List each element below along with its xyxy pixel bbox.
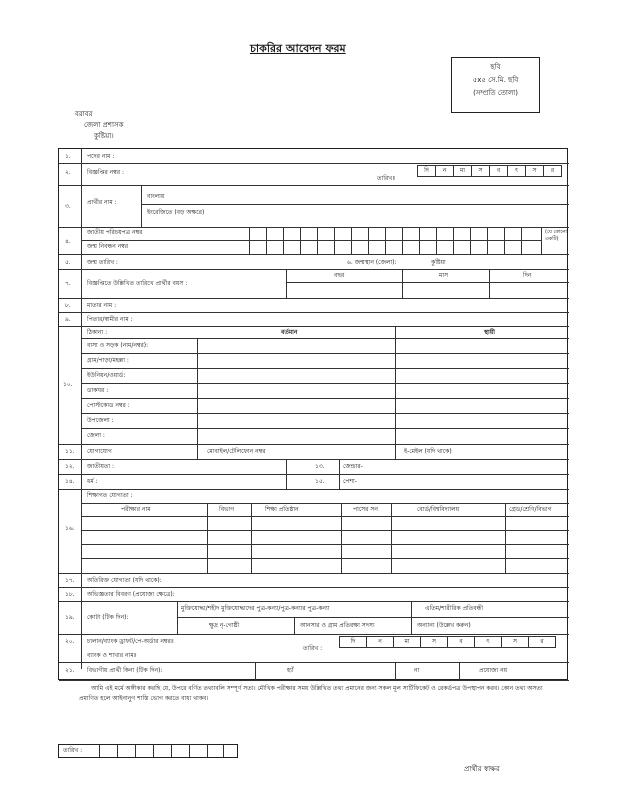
nationality-label: জাতীয়তা : <box>87 463 115 470</box>
address-to: বরাবর <box>75 110 93 118</box>
photo-box[interactable] <box>451 57 540 113</box>
quota-ethnic[interactable]: ক্ষুদ্র নৃ-গোষ্ঠী <box>209 622 240 629</box>
row17-number: ১৭. <box>65 577 75 584</box>
nid-label: জাতীয় পরিচয়পত্র নম্বর <box>87 229 143 236</box>
date-cell[interactable]: স <box>501 636 529 648</box>
edu-col-exam: পরীক্ষার নাম <box>121 506 151 513</box>
row16-number: ১৬. <box>65 525 75 532</box>
address-place: কুষ্টিয়া। <box>94 132 114 140</box>
post-name-label: পদের নাম : <box>87 153 115 160</box>
row19-number: ১৯. <box>65 614 75 621</box>
edu-col-group: বিভাগ <box>219 506 235 513</box>
form-title: চাকরির আবেদন ফরম <box>250 42 346 55</box>
row18-number: ১৮. <box>65 591 75 598</box>
date-cell[interactable]: ন <box>366 636 394 648</box>
row9-number: ৯. <box>65 316 71 323</box>
applicant-name-label: প্রার্থীর নাম : <box>87 199 117 206</box>
quota-label: কোটা (টিক দিন): <box>87 614 129 621</box>
dob-label: জন্ম তারিখ : <box>87 259 118 266</box>
gender-number: ১৩. <box>315 463 325 470</box>
address-postcode-label: পোস্টকোড নম্বর : <box>87 402 130 409</box>
date-cell[interactable]: দি <box>339 636 367 648</box>
gender-label: জেন্ডার- <box>343 463 363 470</box>
birthplace-label: ৬. জন্মস্থান (জেলা): <box>347 259 397 266</box>
photo-line-3: (সম্প্রতি তোলা) <box>473 89 518 97</box>
date-cell[interactable]: স <box>525 165 544 177</box>
edu-col-board: বোর্ড/বিশ্ববিদ্যালয় <box>417 506 460 513</box>
address-upazila-label: উপজেলা : <box>87 417 114 424</box>
date-cell[interactable]: ৎ <box>507 165 526 177</box>
experience-label: অভিজ্ঞতার বিবরণ (প্রযোজ্য ক্ষেত্রে): <box>87 591 175 598</box>
date-cell[interactable]: ন <box>435 165 454 177</box>
declaration-text: আমি এই মর্মে অঙ্গীকার করছি যে, উপরে বর্ণিত তথ্যাবলি সম্পূর্ণ সত্য। মৌখিক পরীক্ষার সময় উল্লিখিত তথ্য প্রমানের জন্য সকল মূল সার্টিফিকেট ও রেকর্ডপত্র উপস্থাপন করব। কোন তথ্য অসত্য প্রমাণিত হলে আইনানুগ শাস্তি ভোগ করতে বাধ্য থাকব। <box>79 685 543 702</box>
row14-number: ১৪. <box>65 478 75 485</box>
present-address-header: বর্তমান <box>281 329 298 336</box>
date-cell[interactable]: ব <box>489 165 508 177</box>
address-house-road-label: বাসা ও সড়ক (নাম/নম্বর): <box>87 342 149 349</box>
footer-date-boxes[interactable] <box>58 744 238 758</box>
applicant-signature-label: প্রার্থীর স্বাক্ষর <box>464 765 500 773</box>
name-bangla-label: বাংলায় <box>147 193 165 200</box>
quota-freedom-fighter[interactable]: মুক্তিযোদ্ধা/শহীদ মুক্তিযোদ্ধাদের পুত্র-কন্যা/পুত্র-কন্যার পুত্র-কন্যা <box>181 605 330 612</box>
date-cell[interactable]: স <box>420 636 448 648</box>
address-post-office-label: ডাকঘর : <box>87 387 109 394</box>
email-label: ই-মেইল (যদি থাকে) <box>404 448 452 455</box>
edu-col-institution: শিক্ষা প্রতিষ্ঠান <box>265 506 299 513</box>
row8-number: ৮. <box>65 302 71 309</box>
row20-number: ২০. <box>65 638 75 645</box>
date-cell[interactable]: ব <box>447 636 475 648</box>
age-label: বিজ্ঞপ্তিতে উল্লিখিত তারিখে প্রার্থীর বয়স : <box>87 280 188 287</box>
row1-number: ১. <box>65 153 71 160</box>
date-cell[interactable]: দি <box>417 165 436 177</box>
photo-line-2: ৫x৫ সে.মি. ছবি <box>472 76 519 84</box>
extra-qualification-label: অতিরিক্ত যোগ্যতা (যদি থাকে): <box>87 577 162 584</box>
profession-label: পেশা- <box>343 478 357 485</box>
address-label: ঠিকানা : <box>87 329 108 336</box>
row2-number: ২. <box>65 169 71 176</box>
circular-number-label: বিজ্ঞপ্তির নম্বর : <box>87 169 124 176</box>
address-officer: জেলা প্রশাসক <box>84 121 124 129</box>
contact-label: যোগাযোগ <box>87 448 112 455</box>
photo-line-1: ছবি <box>490 63 501 71</box>
education-label: শিক্ষাগত যোগ্যতা : <box>87 492 133 499</box>
edu-col-year: পাসের সন <box>353 506 378 513</box>
quota-orphan-disabled[interactable]: এতিম/শারীরিক প্রতিবন্ধী <box>425 605 484 612</box>
departmental-no[interactable]: না <box>414 667 420 674</box>
father-name-label: পিতার/স্বামীর নাম : <box>87 316 133 323</box>
row11-number: ১১. <box>65 448 75 455</box>
date-cell[interactable]: মা <box>453 165 472 177</box>
row12-number: ১২. <box>65 463 75 470</box>
row10-number: ১০. <box>63 381 73 388</box>
footer-date-label: তারিখ : <box>63 747 83 754</box>
either-one-note: (যে কোনো একটি) <box>545 229 567 242</box>
payment-date-label: তারিখ : <box>303 645 323 652</box>
date-cell[interactable]: র <box>528 636 556 648</box>
age-month-label: মাস <box>439 272 449 279</box>
date-cell[interactable]: ৎ <box>474 636 502 648</box>
payment-label: চালান/ব্যাংক ড্রাফট/পে-অর্ডার নম্বরঃ <box>87 638 174 645</box>
address-union-label: ইউনিয়ন/ওয়ার্ড: <box>87 372 126 379</box>
row7-number: ৭. <box>65 280 71 287</box>
row21-number: ২১. <box>65 667 75 674</box>
row3-number: ৩. <box>65 203 71 210</box>
permanent-address-header: স্থায়ী <box>484 329 495 336</box>
address-village-label: গ্রাম/পাড়া/মহল্লা : <box>87 357 129 364</box>
mobile-label: মোবাইল/টেলিফোন নম্বর <box>207 448 266 455</box>
application-form <box>58 148 568 702</box>
address-district-label: জেলা : <box>87 432 105 439</box>
date-cell[interactable]: স <box>471 165 490 177</box>
date-cell[interactable]: মা <box>393 636 421 648</box>
departmental-yes[interactable]: হ্যাঁ <box>287 667 294 674</box>
row5-number: ৫. <box>65 259 71 266</box>
birth-reg-label: জন্ম নিবন্ধন নম্বর <box>87 243 129 250</box>
religion-label: ধর্ম : <box>87 478 98 485</box>
mother-name-label: মাতার নাম : <box>87 302 117 309</box>
departmental-not-applicable[interactable]: প্রযোজ্য নয় <box>479 667 508 674</box>
date-cell[interactable]: র <box>543 165 562 177</box>
quota-ansar[interactable]: আনসার ও গ্রাম প্রতিরক্ষা সদস্য <box>300 622 375 629</box>
edu-col-grade: গ্রেড/শ্রেণি/বিভাগ <box>509 506 552 513</box>
birthplace-value: কুষ্টিয়া <box>431 259 446 266</box>
departmental-label: বিভাগীয় প্রার্থী কিনা (টিক দিন): <box>87 667 163 674</box>
age-year-label: বছর <box>334 272 345 279</box>
name-english-label: ইংরেজিতে (বড় অক্ষরে) <box>147 209 205 216</box>
profession-number: ১৫. <box>315 478 325 485</box>
circular-date-label: তারিখঃ <box>377 175 396 182</box>
bank-branch-label: ব্যাংক ও শাখার নামঃ <box>87 652 137 659</box>
age-day-label: দিন <box>523 272 532 279</box>
quota-other[interactable]: অন্যান্য (উল্লেখ করুন) <box>417 622 471 629</box>
row4-number: ৪. <box>65 238 71 245</box>
